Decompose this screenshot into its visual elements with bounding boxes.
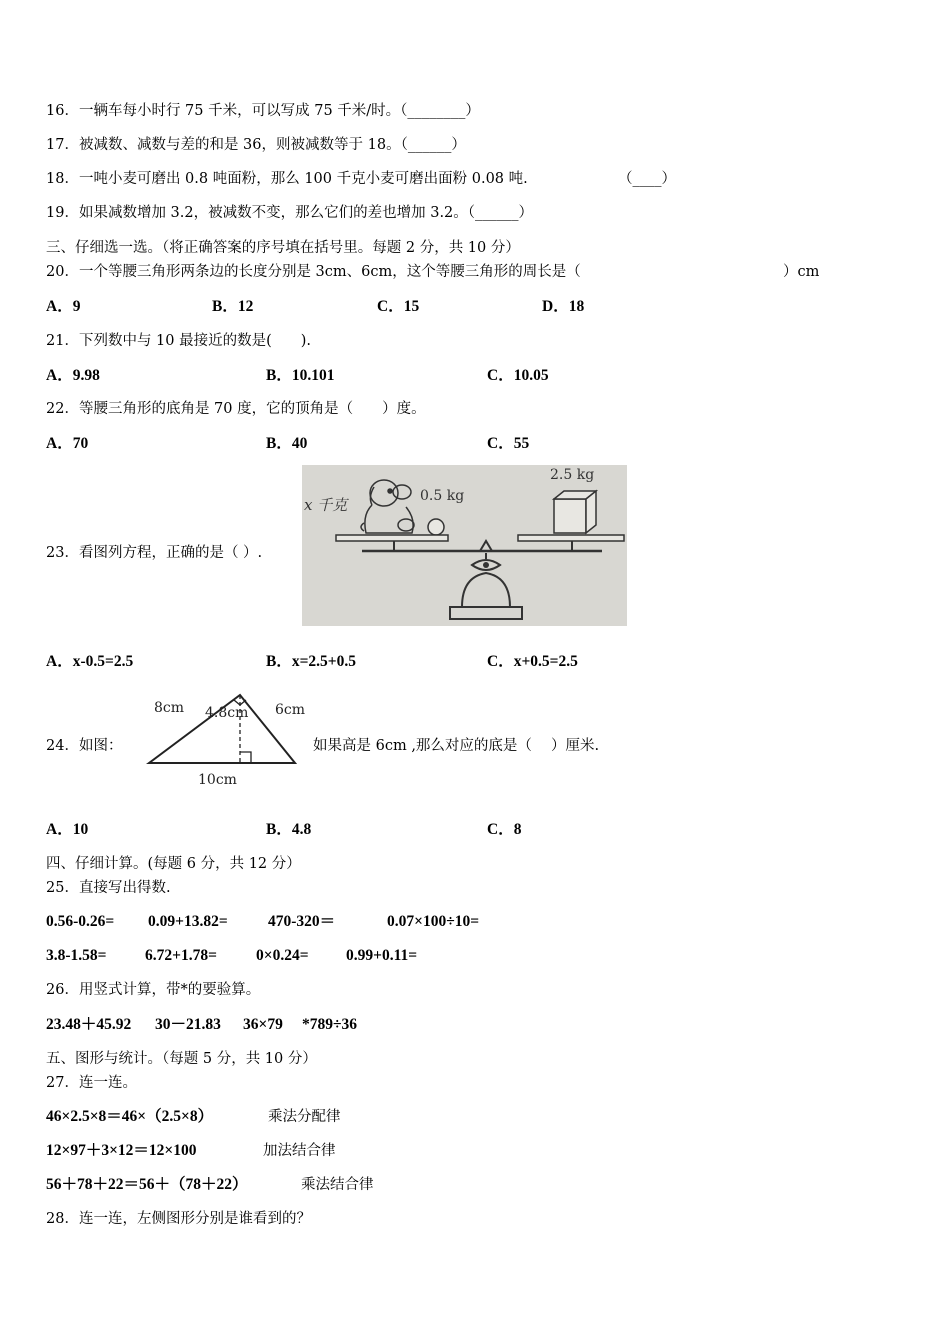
match-expression: 56＋78＋22＝56＋（78＋22） <box>46 1176 248 1193</box>
question-28: 28．连一连，左侧图形分别是谁看到的？ <box>46 1211 311 1227</box>
option-b: B．12 <box>212 298 254 315</box>
balance-scale-drawing <box>302 465 627 626</box>
section-4-heading: 四、仔细计算。(每题 6 分，共 12 分） <box>46 856 301 872</box>
question-24: 如果高是 6cm ,那么对应的底是（ ）厘米. <box>313 738 600 754</box>
left-pan <box>336 535 448 541</box>
calc-item: 0.99+0.11= <box>346 947 418 964</box>
vertical-calc-item: 30－21.83 <box>155 1016 221 1033</box>
x-kg-label: x 千克 <box>304 496 348 514</box>
match-law: 加法结合律 <box>263 1143 336 1159</box>
box-weight-label: 2.5 kg <box>550 467 595 483</box>
option-a: A．9 <box>46 298 81 315</box>
question-20: 20．一个等腰三角形两条边的长度分别是 3cm、6cm，这个等腰三角形的周长是（ <box>46 264 581 280</box>
vertical-calc-item: 23.48＋45.92 <box>46 1016 132 1033</box>
section-5-heading: 五、图形与统计。（每题 5 分，共 10 分） <box>46 1051 317 1067</box>
option-d: D．18 <box>542 298 585 315</box>
balance-scale-photo <box>302 465 627 626</box>
option-a: A．70 <box>46 435 89 452</box>
ball-weight-label: 0.5 kg <box>420 488 465 504</box>
question-26: 26．用竖式计算，带*的要验算。 <box>46 982 261 998</box>
vertical-calc-item: 36×79 <box>243 1016 283 1033</box>
option-a: A．9.98 <box>46 367 100 384</box>
question-18-blank: （____） <box>618 171 676 187</box>
calc-item: 0.09+13.82= <box>148 913 228 930</box>
option-b: B．40 <box>266 435 308 452</box>
option-c: C．15 <box>377 298 420 315</box>
question-27: 27．连一连。 <box>46 1075 137 1091</box>
calc-item: 470-320＝ <box>268 913 336 930</box>
vertical-calc-item: *789÷36 <box>302 1016 358 1033</box>
question-25: 25．直接写出得数. <box>46 880 171 896</box>
height-label: 4.8cm <box>205 705 249 721</box>
match-law: 乘法结合律 <box>301 1177 374 1193</box>
option-b: B．4.8 <box>266 821 312 838</box>
ball-icon <box>428 519 444 535</box>
option-c: C．55 <box>487 435 530 452</box>
calc-item: 0.07×100÷10= <box>387 913 480 930</box>
box-icon <box>554 491 596 533</box>
match-law: 乘法分配律 <box>268 1109 341 1125</box>
question-17: 17．被减数、减数与差的和是 36，则被减数等于 18。（______） <box>46 137 466 153</box>
option-a: A．10 <box>46 821 89 838</box>
option-b: B．10.101 <box>266 367 335 384</box>
match-expression: 46×2.5×8＝46×（2.5×8） <box>46 1108 214 1125</box>
question-23: 23．看图列方程，正确的是（ ）. <box>46 545 263 561</box>
right-triangle-figure <box>140 690 310 790</box>
option-b: B．x=2.5+0.5 <box>266 653 357 670</box>
calc-item: 0×0.24= <box>256 947 309 964</box>
question-20-unit: ）cm <box>783 264 820 280</box>
option-c: C．10.05 <box>487 367 549 384</box>
question-21: 21．下列数中与 10 最接近的数是( ). <box>46 333 312 349</box>
left-side-label: 8cm <box>154 700 185 716</box>
question-24-prefix: 24．如图： <box>46 738 123 754</box>
base-right-angle-mark <box>240 752 251 763</box>
option-c: C．x+0.5=2.5 <box>487 653 578 670</box>
calc-item: 0.56-0.26= <box>46 913 115 930</box>
right-side-label: 6cm <box>275 702 306 718</box>
right-pan <box>518 535 624 541</box>
base-label: 10cm <box>198 772 237 788</box>
question-16: 16．一辆车每小时行 75 千米，可以写成 75 千米/时。（________） <box>46 103 480 119</box>
section-3-heading: 三、仔细选一选。（将正确答案的序号填在括号里。每题 2 分，共 10 分） <box>46 240 520 256</box>
calc-item: 6.72+1.78= <box>145 947 217 964</box>
calc-item: 3.8-1.58= <box>46 947 107 964</box>
question-22: 22．等腰三角形的底角是 70 度，它的顶角是（ ）度。 <box>46 401 426 417</box>
option-c: C．8 <box>487 821 522 838</box>
match-expression: 12×97＋3×12＝12×100 <box>46 1142 197 1159</box>
question-19: 19．如果减数增加 3.2，被减数不变，那么它们的差也增加 3.2。（______） <box>46 205 534 221</box>
question-18: 18．一吨小麦可磨出 0.8 吨面粉，那么 100 千克小麦可磨出面粉 0.08 吨. <box>46 171 528 187</box>
option-a: A．x-0.5=2.5 <box>46 653 134 670</box>
